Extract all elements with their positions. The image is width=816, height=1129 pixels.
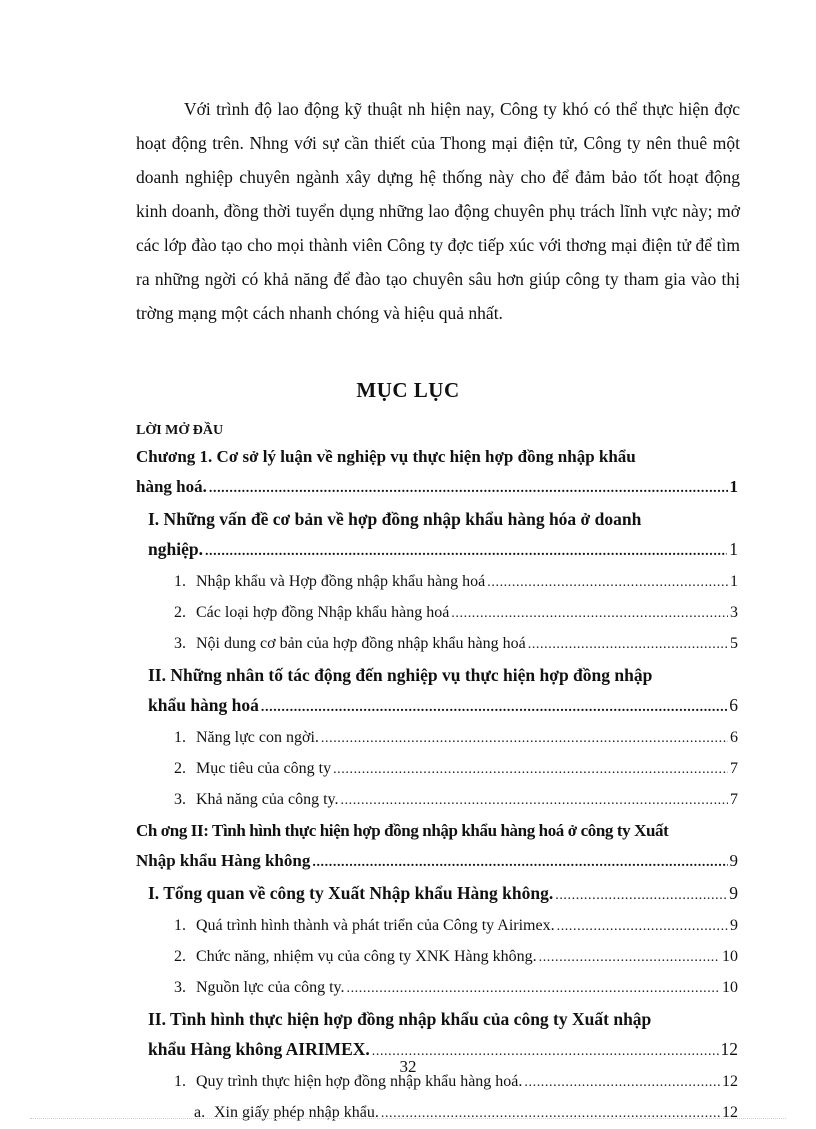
toc-entry-title: Ch ơng II: Tình hình thực hiện hợp đồng nhập khẩu hàng hoá ở công ty Xuất: [136, 821, 669, 840]
toc-item-text: Nguồn lực của công ty.: [196, 979, 345, 996]
toc-entry-title: II. Tình hình thực hiện hợp đồng nhập khẩu của công ty Xuất nhập: [148, 1009, 652, 1029]
toc-section-1-1[interactable]: [136, 504, 738, 567]
toc-chapter-2[interactable]: [136, 816, 738, 878]
dot-leader: [487, 568, 728, 598]
toc-page-number: 10: [722, 948, 738, 965]
dot-leader: [528, 630, 728, 660]
toc-entry-title: II. Những nhân tố tác động đến nghiệp vụ thực hiện hợp đồng nhập: [148, 665, 653, 685]
toc-page-number: 9: [729, 851, 738, 870]
toc-page-number: 6: [729, 695, 738, 715]
dot-leader: [557, 912, 728, 942]
toc-item-text: Quá trình hình thành và phát triển của Công ty Airimex.: [196, 917, 555, 934]
toc-entry-title: I. Tổng quan về công ty Xuất Nhập khẩu Hàng không.: [148, 883, 554, 903]
paragraph-text: Với trình độ lao động kỹ thuật nh hiện nay, Công ty khó có thể thực hiện đợc hoạt động trên. Nhng với sự cần thiết của Thong mại điện tử, Công ty nên thuê một doanh nghiệp chuyên ngành xây dựng hệ thống này cho để đảm bảo tốt hoạt động kinh doanh, đồng thời tuyển dụng những lao động chuyên phụ trách lĩnh vực này; mở các lớp đào tạo cho mọi thành viên Công ty đợc tiếp xúc với thơng mại điện tử để tìm ra những ngời có khả năng để đào tạo chuyên sâu hơn giúp công ty tham gia vào thị trờng mạng một cách nhanh chóng và hiệu quả nhất.: [136, 99, 740, 323]
dot-leader: [321, 724, 728, 754]
toc-subitem[interactable]: [136, 1098, 738, 1129]
dot-leader: [340, 786, 728, 816]
toc-item-text: Các loại hợp đồng Nhập khẩu hàng hoá: [196, 604, 450, 621]
toc-page-number: 10: [722, 979, 738, 996]
toc-page-number: 3: [730, 604, 738, 621]
toc-item[interactable]: [136, 723, 738, 754]
toc-page-number: 7: [730, 791, 738, 808]
toc-item-number: 2.: [174, 760, 186, 777]
toc-entry-title-cont: khẩu hàng hoá: [148, 695, 259, 715]
dot-leader: [261, 693, 727, 723]
toc-item-text: Mục tiêu của công ty: [196, 760, 332, 777]
toc-item-text: Nhập khẩu và Hợp đồng nhập khẩu hàng hoá: [196, 573, 486, 590]
toc-page-number: 1: [729, 477, 738, 496]
dot-leader: [539, 943, 720, 973]
toc-title: MỤC LỤC: [356, 378, 460, 402]
toc-item-number: 1.: [174, 1073, 186, 1090]
toc-item-number: 3.: [174, 635, 186, 652]
toc-page-number: 12: [720, 1039, 738, 1059]
toc-item-text: Nội dung cơ bản của hợp đồng nhập khẩu hàng hoá: [196, 635, 526, 652]
toc-item[interactable]: [136, 567, 738, 598]
toc-section-1-2[interactable]: [136, 660, 738, 723]
body-paragraph: [136, 92, 740, 330]
toc-item-number: 3.: [174, 979, 186, 996]
toc-page-number: 5: [730, 635, 738, 652]
toc-entry-title-cont: nghiệp.: [148, 539, 203, 559]
toc-page-number: 12: [722, 1104, 738, 1121]
toc-page-number: 6: [730, 729, 738, 746]
toc-item-text: Năng lực con ngời.: [196, 729, 319, 746]
toc-page-number: 7: [730, 760, 738, 777]
toc-item[interactable]: [136, 598, 738, 629]
toc-item[interactable]: [136, 911, 738, 942]
toc-entry-title: I. Những vấn đề cơ bản về hợp đồng nhập khẩu hàng hóa ở doanh: [148, 509, 642, 529]
toc-section-2-1[interactable]: [136, 878, 738, 911]
toc-item-number: 1.: [174, 573, 186, 590]
toc-item[interactable]: [136, 973, 738, 1004]
toc-preface[interactable]: LỜI MỞ ĐẦU: [136, 423, 224, 438]
toc-page-number: 9: [730, 917, 738, 934]
toc-entry-title-cont: Nhập khẩu Hàng không: [136, 851, 311, 870]
dot-leader: [555, 881, 727, 911]
toc-item[interactable]: [136, 942, 738, 973]
toc-item-number: 1.: [174, 729, 186, 746]
page-bottom-rule: [30, 1118, 786, 1119]
toc-item-text: Xin giấy phép nhập khẩu.: [214, 1104, 379, 1121]
toc-entry-title-cont: khẩu Hàng không AIRIMEX.: [148, 1039, 370, 1059]
toc-item-number: a.: [194, 1104, 206, 1121]
toc-item[interactable]: [136, 754, 738, 785]
dot-leader: [312, 848, 727, 878]
page-number: 32: [399, 1057, 417, 1076]
toc-item-text: Khả năng của công ty.: [196, 791, 339, 808]
toc-page-number: 12: [722, 1073, 738, 1090]
table-of-contents: [136, 420, 738, 1129]
dot-leader: [346, 974, 720, 1004]
toc-entry-title: Chương 1. Cơ sở lý luận về nghiệp vụ thực hiện hợp đồng nhập khẩu: [136, 447, 636, 466]
toc-item[interactable]: [136, 785, 738, 816]
toc-item-number: 2.: [174, 948, 186, 965]
dot-leader: [205, 537, 727, 567]
dot-leader: [209, 474, 728, 504]
toc-page-number: 1: [729, 539, 738, 559]
toc-item-text: Chức năng, nhiệm vụ của công ty XNK Hàng không.: [196, 948, 537, 965]
dot-leader: [381, 1099, 720, 1129]
toc-item-number: 2.: [174, 604, 186, 621]
toc-page-number: 9: [729, 883, 738, 903]
dot-leader: [333, 755, 728, 785]
toc-item[interactable]: [136, 629, 738, 660]
toc-chapter-1[interactable]: [136, 442, 738, 504]
toc-item-text: Quy trình thực hiện hợp đồng nhập khẩu hàng hoá.: [196, 1073, 523, 1090]
dot-leader: [451, 599, 728, 629]
toc-entry-title-cont: hàng hoá.: [136, 477, 207, 496]
toc-item-number: 3.: [174, 791, 186, 808]
toc-item-number: 1.: [174, 917, 186, 934]
toc-page-number: 1: [730, 573, 738, 590]
